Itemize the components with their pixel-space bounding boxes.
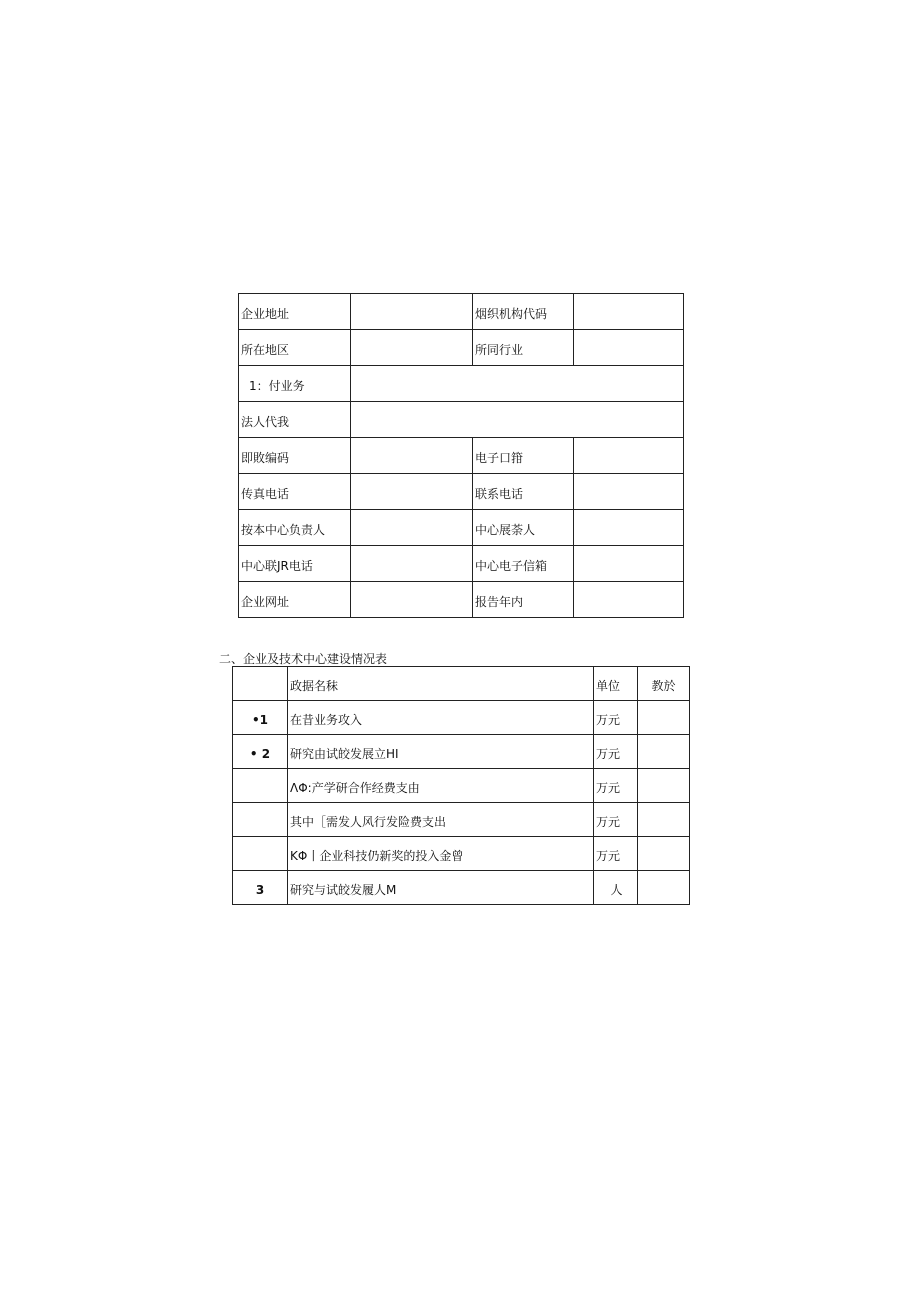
table-row (233, 803, 690, 837)
table-row (233, 837, 690, 871)
label-center-email: 中心电子信箱 (473, 546, 574, 582)
label-contact-phone: 联系电话 (473, 474, 574, 510)
row-unit: 万元 (594, 701, 638, 735)
row-unit: 万元 (594, 769, 638, 803)
row-name: 研究与试皎发履人M (288, 871, 594, 905)
label-org-code: 烟织机构代码 (473, 294, 574, 330)
value-address[interactable] (351, 294, 473, 330)
value-legal-rep[interactable] (351, 402, 684, 438)
value-report-year[interactable] (574, 582, 684, 618)
row-unit: 万元 (594, 735, 638, 769)
row-value[interactable] (638, 769, 690, 803)
label-region: 所在地区 (239, 330, 351, 366)
table-row (239, 546, 684, 582)
table-header-row (233, 667, 690, 701)
label-center-phone: 中心联JR电话 (239, 546, 351, 582)
label-center-head: 按本中心负责人 (239, 510, 351, 546)
enterprise-info-table (238, 293, 684, 618)
value-website[interactable] (351, 582, 473, 618)
row-value[interactable] (638, 803, 690, 837)
label-postcode: 即敗编码 (239, 438, 351, 474)
label-website: 企业网址 (239, 582, 351, 618)
label-business: 1：付业务 (239, 366, 351, 402)
value-fax[interactable] (351, 474, 473, 510)
row-name: ΛΦ:产学研合作经费支由 (288, 769, 594, 803)
table-row (239, 474, 684, 510)
row-value[interactable] (638, 871, 690, 905)
value-business[interactable] (351, 366, 684, 402)
value-industry[interactable] (574, 330, 684, 366)
value-region[interactable] (351, 330, 473, 366)
table-row (233, 701, 690, 735)
row-num: • 2 (233, 735, 288, 769)
label-email: 电子口箝 (473, 438, 574, 474)
label-center-contact: 中心展荼人 (473, 510, 574, 546)
header-value: 教於 (638, 667, 690, 701)
row-value[interactable] (638, 735, 690, 769)
value-contact-phone[interactable] (574, 474, 684, 510)
row-num (233, 837, 288, 871)
construction-stats-table (232, 666, 690, 905)
row-name: 研究由试皎发展立HI (288, 735, 594, 769)
header-name: 政据名秣 (288, 667, 594, 701)
value-center-contact[interactable] (574, 510, 684, 546)
row-num (233, 769, 288, 803)
value-center-head[interactable] (351, 510, 473, 546)
header-num (233, 667, 288, 701)
row-num: •1 (233, 701, 288, 735)
value-email[interactable] (574, 438, 684, 474)
table-row (239, 294, 684, 330)
table-row (233, 871, 690, 905)
table-row (239, 366, 684, 402)
value-center-email[interactable] (574, 546, 684, 582)
row-name: 其中［需发人风行发险费支出 (288, 803, 594, 837)
row-unit: 万元 (594, 803, 638, 837)
label-fax: 传真电话 (239, 474, 351, 510)
table-row (239, 330, 684, 366)
label-report-year: 报告年内 (473, 582, 574, 618)
row-unit: 人 (594, 871, 638, 905)
row-value[interactable] (638, 837, 690, 871)
label-address: 企业地址 (239, 294, 351, 330)
value-postcode[interactable] (351, 438, 473, 474)
value-center-phone[interactable] (351, 546, 473, 582)
row-name: KΦ丨企业科技仍新奖的投入金曾 (288, 837, 594, 871)
section-title: 二、企业及技术中心建设情况表 (219, 652, 388, 666)
table-row (239, 510, 684, 546)
table-row (239, 582, 684, 618)
row-name: 在昔业务攻入 (288, 701, 594, 735)
row-value[interactable] (638, 701, 690, 735)
row-num (233, 803, 288, 837)
row-unit: 万元 (594, 837, 638, 871)
header-unit: 单位 (594, 667, 638, 701)
table-row (233, 735, 690, 769)
value-org-code[interactable] (574, 294, 684, 330)
table-row (239, 438, 684, 474)
table-row (239, 402, 684, 438)
table-row (233, 769, 690, 803)
label-legal-rep: 法人代我 (239, 402, 351, 438)
label-industry: 所同行业 (473, 330, 574, 366)
row-num: 3 (233, 871, 288, 905)
